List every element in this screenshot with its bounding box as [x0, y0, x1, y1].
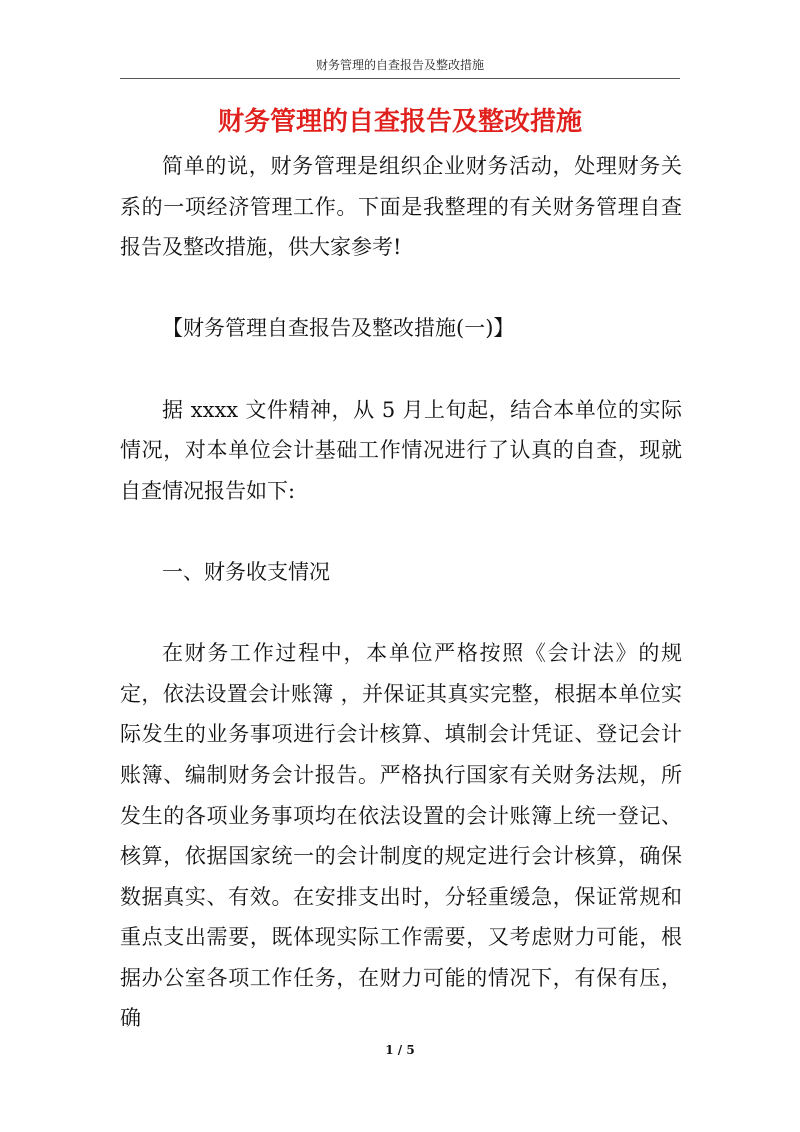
subsection-heading-finance: 一、财务收支情况	[162, 559, 330, 584]
intro-paragraph: 简单的说，财务管理是组织企业财务活动，处理财务关系的一项经济管理工作。下面是我整理的有关财务管理自查报告及整改措施，供大家参考!	[120, 154, 682, 260]
header-divider	[120, 78, 680, 79]
finance-paragraph: 在财务工作过程中，本单位严格按照《会计法》的规定，依法设置会计账簿 ，并保证其真实完整，根据本单位实际发生的业务事项进行会计核算、填制会计凭证、登记会计账簿、编制财务会计报告。严格执行国家有关财务法规，所发生的各项业务事项均在依法设置的会计账簿上统一登记、核算，依据国家统一的会计制度的规定进行会计核算，确保数据真实、有效。在安排支出时，分轻重缓急，保证常规和重点支出需要，既体现实际工作需要，又考虑财力可能，根据办公室各项工作任务，在财力可能的情况下，有保有压，确	[120, 641, 682, 1031]
report-intro-paragraph: 据 xxxx 文件精神，从 5 月上旬起，结合本单位的实际情况，对本单位会计基础工作情况进行了认真的自查，现就自查情况报告如下:	[120, 397, 682, 503]
document-body	[120, 146, 682, 1039]
section-heading-1: 【财务管理自查报告及整改措施(一)】	[162, 316, 515, 341]
running-header: 财务管理的自查报告及整改措施	[315, 58, 484, 72]
page-number: 1 / 5	[385, 1043, 415, 1057]
document-title: 财务管理的自查报告及整改措施	[217, 107, 582, 137]
